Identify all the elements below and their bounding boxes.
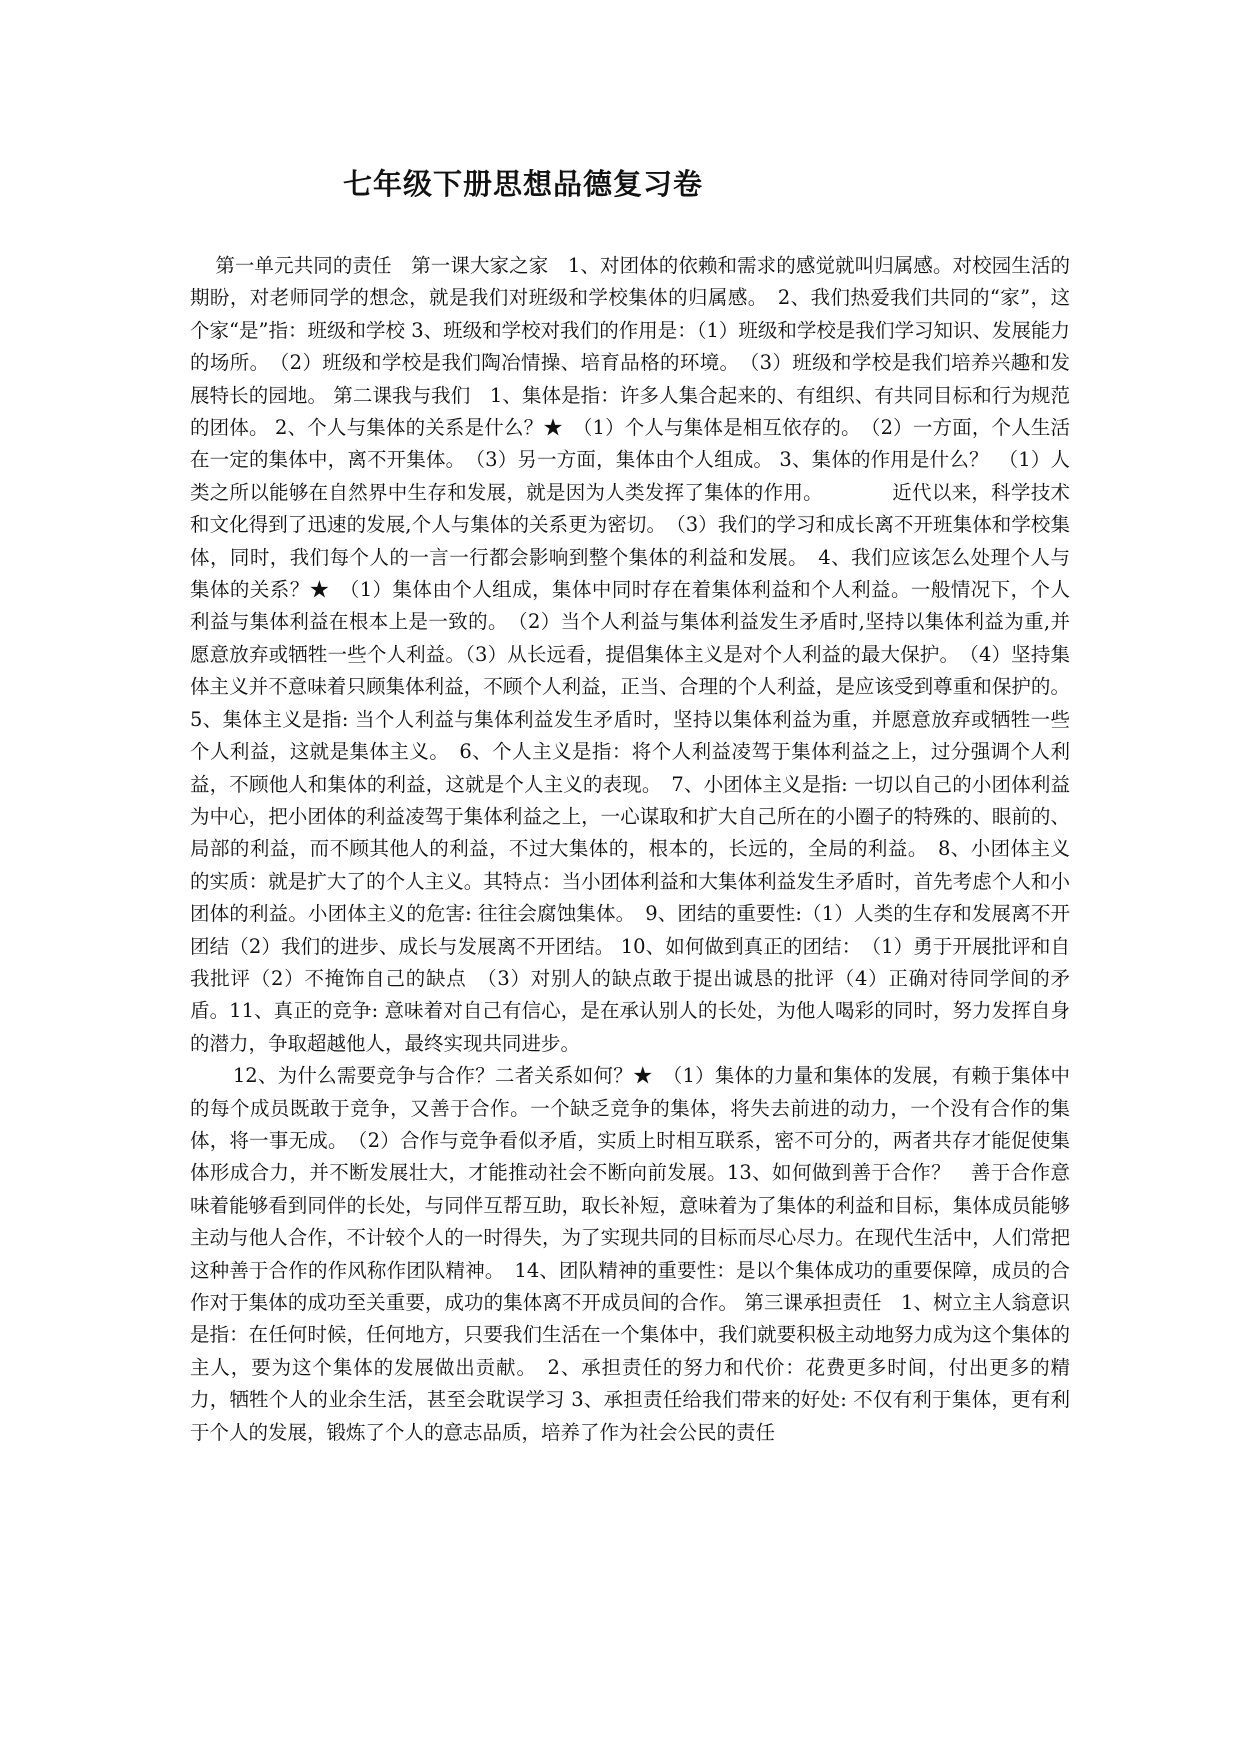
document-body [190, 250, 1070, 1449]
paragraph: 第一单元共同的责任 第一课大家之家 1、对团体的依赖和需求的感觉就叫归属感。对校园生活的期盼，对老师同学的想念，就是我们对班级和学校集体的归属感。 2、我们热爱我们共同的“家”，这个家“是”指：班级和学校 3、班级和学校对我们的作用是：（1）班级和学校是我们学习知识、发展能力的场所。 （2）班级和学校是我们陶冶情操、培育品格的环境。 （3）班级和学校是我们培养兴趣和发展特长的园地。 第二课我与我们 1、集体是指：许多人集合起来的、有组织、有共同目标和行为规范的团体。 2、个人与集体的关系是什么？★ （1）个人与集体是相互依存的。 （2）一方面，个人生活在一定的集体中，离不开集体。 （3）另一方面，集体由个人组成。 3、集体的作用是什么？ （1）人类之所以能够在自然界中生存和发展，就是因为人类发挥了集体的作用。 近代以来，科学技术和文化得到了迅速的发展,个人与集体的关系更为密切。 （3）我们的学习和成长离不开班集体和学校集体，同时，我们每个人的一言一行都会影响到整个集体的利益和发展。 4、我们应该怎么处理个人与集体的关系？★ （1）集体由个人组成，集体中同时存在着集体利益和个人利益。一般情况下，个人利益与集体利益在根本上是一致的。 （2）当个人利益与集体利益发生矛盾时,坚持以集体利益为重,并愿意放弃或牺牲一些个人利益。（3）从长远看，提倡集体主义是对个人利益的最大保护。 （4）坚持集体主义并不意味着只顾集体利益，不顾个人利益，正当、合理的个人利益，是应该受到尊重和保护的。 5、集体主义是指: 当个人利益与集体利益发生矛盾时，坚持以集体利益为重，并愿意放弃或牺牲一些个人利益，这就是集体主义。 6、个人主义是指：将个人利益凌驾于集体利益之上，过分强调个人利益，不顾他人和集体的利益，这就是个人主义的表现。 7、小团体主义是指: 一切以自己的小团体利益为中心，把小团体的利益凌驾于集体利益之上，一心谋取和扩大自己所在的小圈子的特殊的、眼前的、局部的利益，而不顾其他人的利益，不过大集体的，根本的，长远的，全局的利益。 8、小团体主义的实质：就是扩大了的个人主义。其特点：当小团体利益和大集体利益发生矛盾时，首先考虑个人和小团体的利益。小团体主义的危害: 往往会腐蚀集体。 9、团结的重要性:（1）人类的生存和发展离不开团结（2）我们的进步、成长与发展离不开团结。 10、如何做到真正的团结： （1）勇于开展批评和自我批评（2）不掩饰自己的缺点 （3）对别人的缺点敢于提出诚恳的批评（4）正确对待同学间的矛盾。11、真正的竞争: 意味着对自己有信心，是在承认别人的长处，为他人喝彩的同时，努力发挥自身的潜力，争取超越他人，最终实现共同进步。 [190, 254, 1070, 1055]
page-title: 七年级下册思想品德复习卷 [343, 167, 704, 201]
paragraph: 12、为什么需要竞争与合作？二者关系如何？★ （1）集体的力量和集体的发展，有赖于集体中的每个成员既敢于竞争，又善于合作。一个缺乏竞争的集体，将失去前进的动力，一个没有合作的集体，将一事无成。 （2）合作与竞争看似矛盾，实质上时相互联系，密不可分的，两者共存才能促使集体形成合力，并不断发展壮大，才能推动社会不断向前发展。13、如何做到善于合作？ 善于合作意味着能够看到同伴的长处，与同伴互帮互助，取长补短，意味着为了集体的利益和目标，集体成员能够主动与他人合作，不计较个人的一时得失，为了实现共同的目标而尽心尽力。在现代生活中，人们常把这种善于合作的作风称作团队精神。 14、团队精神的重要性：是以个集体成功的重要保障，成员的合作对于集体的成功至关重要，成功的集体离不开成员间的合作。 第三课承担责任 1、树立主人翁意识是指：在任何时候，任何地方，只要我们生活在一个集体中，我们就要积极主动地努力成为这个集体的主人，要为这个集体的发展做出贡献。 2、承担责任的努力和代价：花费更多时间，付出更多的精力，牺牲个人的业余生活，甚至会耽误学习 3、承担责任给我们带来的好处: 不仅有利于集体，更有利于个人的发展，锻炼了个人的意志品质，培养了作为社会公民的责任 [190, 1064, 1070, 1444]
